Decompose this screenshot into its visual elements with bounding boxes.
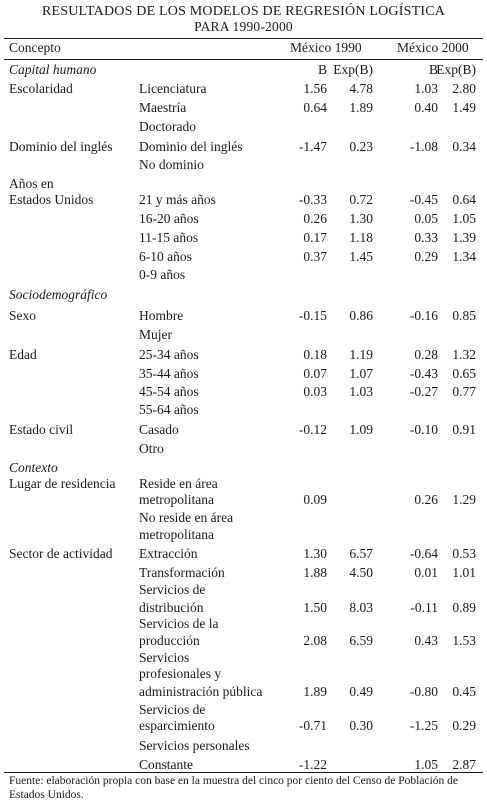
category-cell: Otro [139,441,164,456]
expb-1990-cell: 6.59 [349,633,373,648]
category-cell: 21 y más años [139,192,216,207]
expb-2000-cell: 1.53 [452,633,476,648]
subheader-b-2000: B [428,62,438,77]
expb-1990-cell: 1.45 [349,249,373,264]
expb-2000-cell: 1.39 [452,230,476,245]
b-2000-cell: 0.40 [414,100,438,115]
b-2000-cell: -1.25 [409,718,438,733]
bottom-rule [4,772,483,773]
b-2000-cell: -0.16 [409,308,438,323]
subheader-expb-1990: Exp(B) [333,62,373,77]
category-cell: Constante [139,757,193,772]
category-cell: distribución [139,600,204,615]
expb-1990-cell: 1.07 [349,366,373,381]
category-cell: No reside en área [139,510,234,525]
category-cell: administración pública [139,684,263,699]
expb-1990-cell: 4.50 [349,565,373,580]
concept-cell: Dominio del inglés [9,139,113,154]
expb-1990-cell: 8.03 [349,600,373,615]
header-concepto: Concepto [9,40,61,55]
table-title: RESULTADOS DE LOS MODELOS DE REGRESIÓN LOGÍSTICA [41,4,446,19]
concept-cell: Estado civil [9,422,74,437]
category-cell: Servicios [139,650,190,665]
expb-2000-cell: 0.65 [452,366,476,381]
category-cell: Hombre [139,308,184,323]
b-2000-cell: 1.05 [414,757,438,772]
expb-1990-cell: 0.30 [349,718,373,733]
category-cell: Servicios de [139,582,206,597]
category-cell: No dominio [139,157,204,172]
b-1990-cell: 0.03 [303,384,327,399]
expb-2000-cell: 0.91 [452,422,476,437]
category-cell: Mujer [139,327,172,342]
b-1990-cell: 1.88 [303,565,327,580]
expb-2000-cell: 0.64 [452,192,476,207]
concept-cell: Estados Unidos [9,192,94,207]
category-cell: 6-10 años [139,249,192,264]
b-2000-cell: 1.03 [414,81,438,96]
top-rule [4,38,483,39]
b-2000-cell: -0.27 [409,384,438,399]
b-2000-cell: -0.11 [410,600,438,615]
header-mexico-2000: México 2000 [397,40,469,55]
expb-2000-cell: 1.32 [452,347,476,362]
concept-cell: Sector de actividad [9,546,113,561]
expb-1990-cell: 1.19 [349,347,373,362]
b-1990-cell: 0.17 [303,230,327,245]
category-cell: 25-34 años [139,347,199,362]
header-rule [4,59,483,60]
b-2000-cell: -0.64 [409,546,438,561]
category-cell: metropolitana [139,527,214,542]
expb-2000-cell: 0.85 [452,308,476,323]
expb-1990-cell: 0.72 [349,192,373,207]
expb-1990-cell: 1.18 [349,230,373,245]
concept-cell: Lugar de residencia [9,476,116,491]
table-subtitle: PARA 1990-2000 [194,19,293,34]
expb-1990-cell: 6.57 [349,546,373,561]
b-2000-cell: 0.29 [414,249,438,264]
section-label: Sociodemográfico [9,287,108,302]
b-1990-cell: 0.26 [303,211,327,226]
category-cell: Doctorado [139,119,196,134]
expb-1990-cell: 1.89 [349,100,373,115]
category-cell: Servicios personales [139,738,250,753]
b-2000-cell: -0.10 [409,422,438,437]
category-cell: Casado [139,422,179,437]
category-cell: Transformación [139,565,225,580]
category-cell: Extracción [139,546,198,561]
b-2000-cell: -1.08 [409,139,438,154]
category-cell: Servicios de la [139,616,219,631]
concept-cell: Años en [9,176,54,191]
expb-2000-cell: 0.89 [452,600,476,615]
expb-2000-cell: 0.29 [452,718,476,733]
section-label: Contexto [9,460,58,475]
expb-2000-cell: 1.34 [452,249,476,264]
category-cell: 55-64 años [139,402,199,417]
expb-2000-cell: 2.87 [452,757,476,772]
expb-1990-cell: 1.30 [349,211,373,226]
concept-cell: Escolaridad [9,81,73,96]
category-cell: Dominio del inglés [139,139,243,154]
expb-2000-cell: 1.29 [452,492,476,507]
expb-1990-cell: 1.09 [349,422,373,437]
b-2000-cell: 0.05 [414,211,438,226]
b-2000-cell: -0.45 [409,192,438,207]
b-1990-cell: 1.30 [303,546,327,561]
category-cell: profesionales y [139,666,222,681]
b-1990-cell: 0.64 [303,100,327,115]
expb-2000-cell: 2.80 [452,81,476,96]
b-2000-cell: 0.43 [414,633,438,648]
category-cell: 16-20 años [139,211,199,226]
b-1990-cell: 0.07 [303,366,327,381]
category-cell: Maestría [139,100,187,115]
b-1990-cell: -1.22 [298,757,327,772]
expb-1990-cell: 0.86 [349,308,373,323]
subheader-b-1990: B [317,62,327,77]
b-2000-cell: -0.43 [409,366,438,381]
expb-2000-cell: 0.77 [452,384,476,399]
b-1990-cell: 0.37 [303,249,327,264]
b-1990-cell: -0.71 [298,718,327,733]
footnote: Fuente: elaboración propia con base en la muestra del cinco por ciento del Censo de Población de Estados Unidos. [9,775,458,801]
category-cell: Servicios de [139,702,206,717]
b-1990-cell: -0.12 [298,422,327,437]
b-1990-cell: 0.18 [303,347,327,362]
category-cell: 11-15 años [139,230,199,245]
category-cell: 45-54 años [139,384,199,399]
b-2000-cell: 0.26 [414,492,438,507]
category-cell: 0-9 años [139,267,186,282]
b-1990-cell: 2.08 [303,633,327,648]
category-cell: esparcimiento [139,718,215,733]
expb-1990-cell: 0.23 [349,139,373,154]
category-cell: Licenciatura [139,81,207,96]
b-2000-cell: 0.28 [414,347,438,362]
expb-2000-cell: 1.05 [452,211,476,226]
expb-2000-cell: 0.34 [452,139,476,154]
b-2000-cell: 0.33 [414,230,438,245]
category-cell: metropolitana [139,492,214,507]
subheader-expb-2000: Exp(B) [436,62,476,77]
concept-cell: Edad [9,347,37,362]
b-1990-cell: 0.09 [303,492,327,507]
b-1990-cell: -1.47 [298,139,327,154]
expb-2000-cell: 0.45 [452,684,476,699]
expb-1990-cell: 0.49 [349,684,373,699]
b-1990-cell: -0.33 [298,192,327,207]
expb-2000-cell: 1.49 [452,100,476,115]
b-2000-cell: 0.01 [414,565,438,580]
expb-2000-cell: 0.53 [452,546,476,561]
category-cell: producción [139,633,200,648]
category-cell: 35-44 años [139,366,199,381]
header-mexico-1990: México 1990 [290,40,362,55]
expb-2000-cell: 1.01 [452,565,476,580]
expb-1990-cell: 1.03 [349,384,373,399]
b-1990-cell: 1.50 [303,600,327,615]
b-1990-cell: -0.15 [298,308,327,323]
b-2000-cell: -0.80 [409,684,438,699]
expb-1990-cell: 4.78 [349,81,373,96]
b-1990-cell: 1.56 [303,81,327,96]
concept-cell: Sexo [9,308,36,323]
category-cell: Reside en área [139,476,218,491]
b-1990-cell: 1.89 [303,684,327,699]
section-capital-humano: Capital humano [9,62,97,77]
